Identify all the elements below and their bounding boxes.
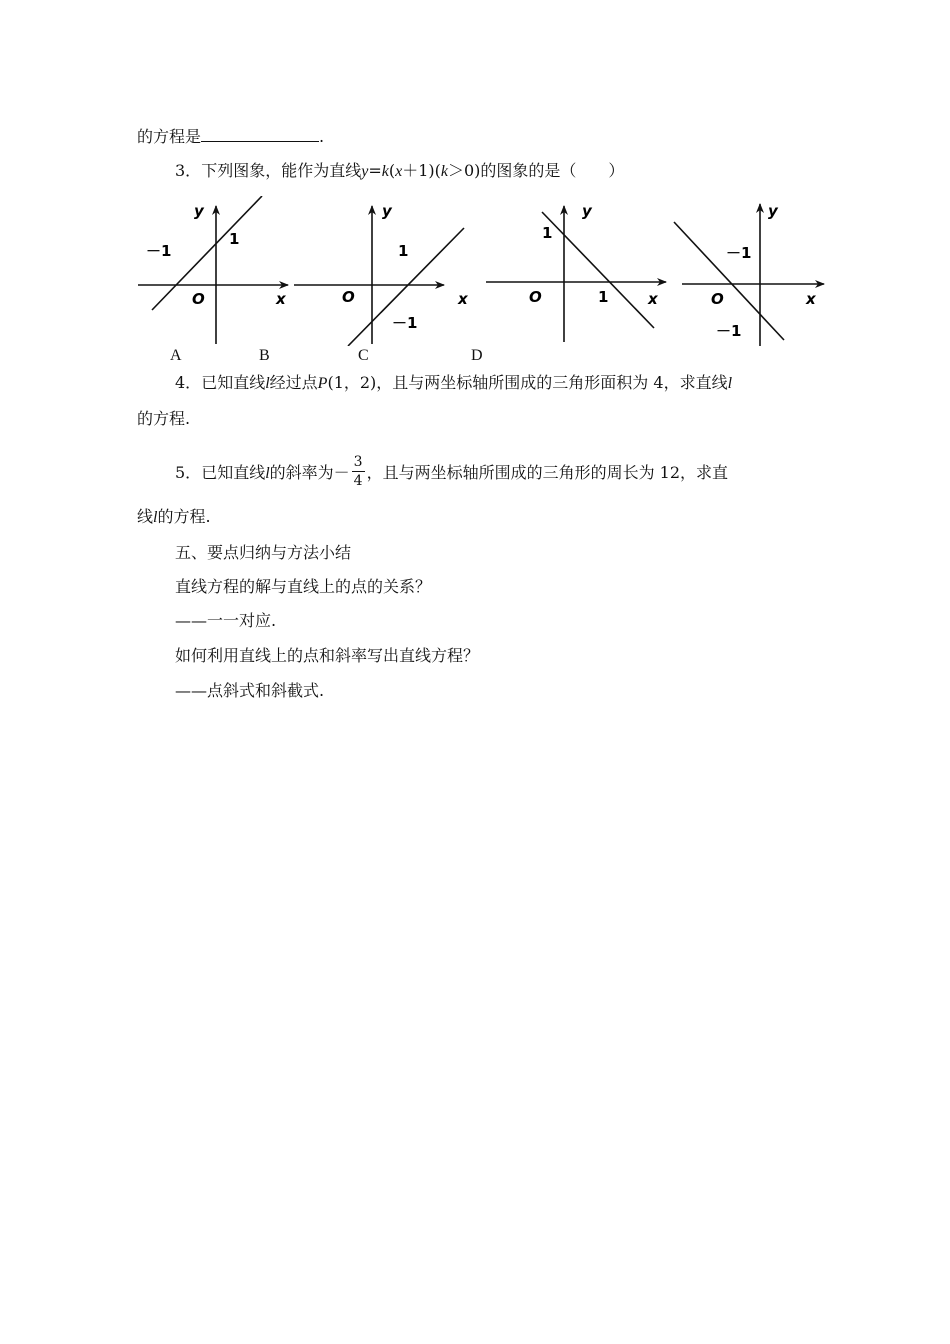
- option-b: B: [259, 347, 270, 364]
- answer-prefix: 的方程是: [137, 127, 202, 146]
- summary-heading: 五、要点归纳与方法小结: [175, 543, 352, 562]
- summary-answer-2: ——点斜式和斜截式.: [175, 681, 325, 700]
- q5-fraction: [352, 453, 365, 490]
- summary-question-2: 如何利用直线上的点和斜率写出直线方程？: [175, 646, 480, 665]
- graph-c-y-label: y: [582, 202, 592, 220]
- q3-var-k: k: [381, 163, 389, 180]
- fraction-numerator: 3: [353, 454, 363, 470]
- question-3: [175, 160, 624, 183]
- graph-c-origin: O: [529, 288, 542, 306]
- summary-question-1: 直线方程的解与直线上的点的关系？: [175, 577, 432, 596]
- graph-a-label-2: 1: [229, 230, 240, 248]
- option-d: D: [471, 347, 483, 364]
- q4-number: 4．: [175, 373, 202, 392]
- answer-graphs: [136, 196, 836, 346]
- q5-line2a: 线: [137, 507, 154, 526]
- q3-var-k2: k: [440, 163, 448, 180]
- graph-b-y-label: y: [382, 202, 392, 220]
- graph-a-x-label: x: [276, 290, 286, 308]
- question-4: [175, 372, 732, 395]
- graph-a-label-1: －1: [146, 242, 172, 260]
- q3-number: 3．: [175, 161, 202, 180]
- graph-d-label-1: －1: [726, 244, 752, 262]
- q4-text2: 经过点: [269, 373, 318, 392]
- q3-eq: =: [368, 161, 382, 180]
- graph-a-origin: O: [192, 290, 205, 308]
- q3-text: 下列图象，能作为直线: [201, 161, 362, 180]
- graph-a-y-label: y: [194, 202, 204, 220]
- answer-suffix: .: [319, 127, 325, 146]
- q5-text3: ，且与两坐标轴所围成的三角形的周长为 12，求直: [366, 463, 729, 482]
- graph-d: [674, 202, 824, 346]
- question-4-line2: 的方程.: [137, 409, 191, 428]
- fraction-denominator: 4: [353, 473, 363, 489]
- graph-b-origin: O: [342, 288, 355, 306]
- q4-coords: (1，2)，且与两坐标轴所围成的三角形面积为 4，求直线: [327, 373, 728, 392]
- graph-d-origin: O: [711, 290, 724, 308]
- question-5-line2: [137, 506, 211, 529]
- q4-var-p: P: [317, 375, 328, 392]
- q4-text1: 已知直线: [201, 373, 266, 392]
- graph-d-y-label: y: [768, 202, 778, 220]
- graph-c-label-1: 1: [542, 224, 553, 242]
- question-5: [175, 455, 728, 492]
- graph-b-x-label: x: [458, 290, 468, 308]
- option-c: C: [358, 347, 369, 364]
- equation-answer-line: [137, 125, 324, 148]
- graph-d-x-label: x: [806, 290, 816, 308]
- q3-plus: ＋1)(: [402, 161, 441, 180]
- graph-b: [294, 202, 469, 346]
- graph-a: [138, 196, 288, 344]
- graph-b-label-1: 1: [398, 242, 409, 260]
- summary-answer-1: ——一一对应.: [175, 611, 277, 630]
- q5-text2: 的斜率为－: [269, 463, 350, 482]
- graph-c-x-label: x: [648, 290, 658, 308]
- q4-var-l: l: [265, 375, 270, 392]
- q5-var-l: l: [265, 465, 270, 482]
- q3-condition: ＞0)的图象的是（ ）: [447, 161, 625, 180]
- q5-var-l2: l: [153, 509, 158, 526]
- q5-text1: 已知直线: [201, 463, 266, 482]
- q5-line2b: 的方程.: [157, 507, 211, 526]
- q5-number: 5．: [175, 463, 202, 482]
- q3-var-x: x: [395, 163, 403, 180]
- q3-paren: (: [388, 161, 396, 180]
- graph-c: [486, 202, 666, 342]
- q3-var-y: y: [361, 163, 369, 180]
- q4-var-l2: l: [727, 375, 733, 392]
- graph-d-label-2: －1: [716, 322, 742, 340]
- answer-blank: [201, 125, 319, 142]
- graph-c-label-2: 1: [598, 288, 609, 306]
- option-a: A: [170, 347, 182, 364]
- graph-b-label-2: －1: [392, 314, 418, 332]
